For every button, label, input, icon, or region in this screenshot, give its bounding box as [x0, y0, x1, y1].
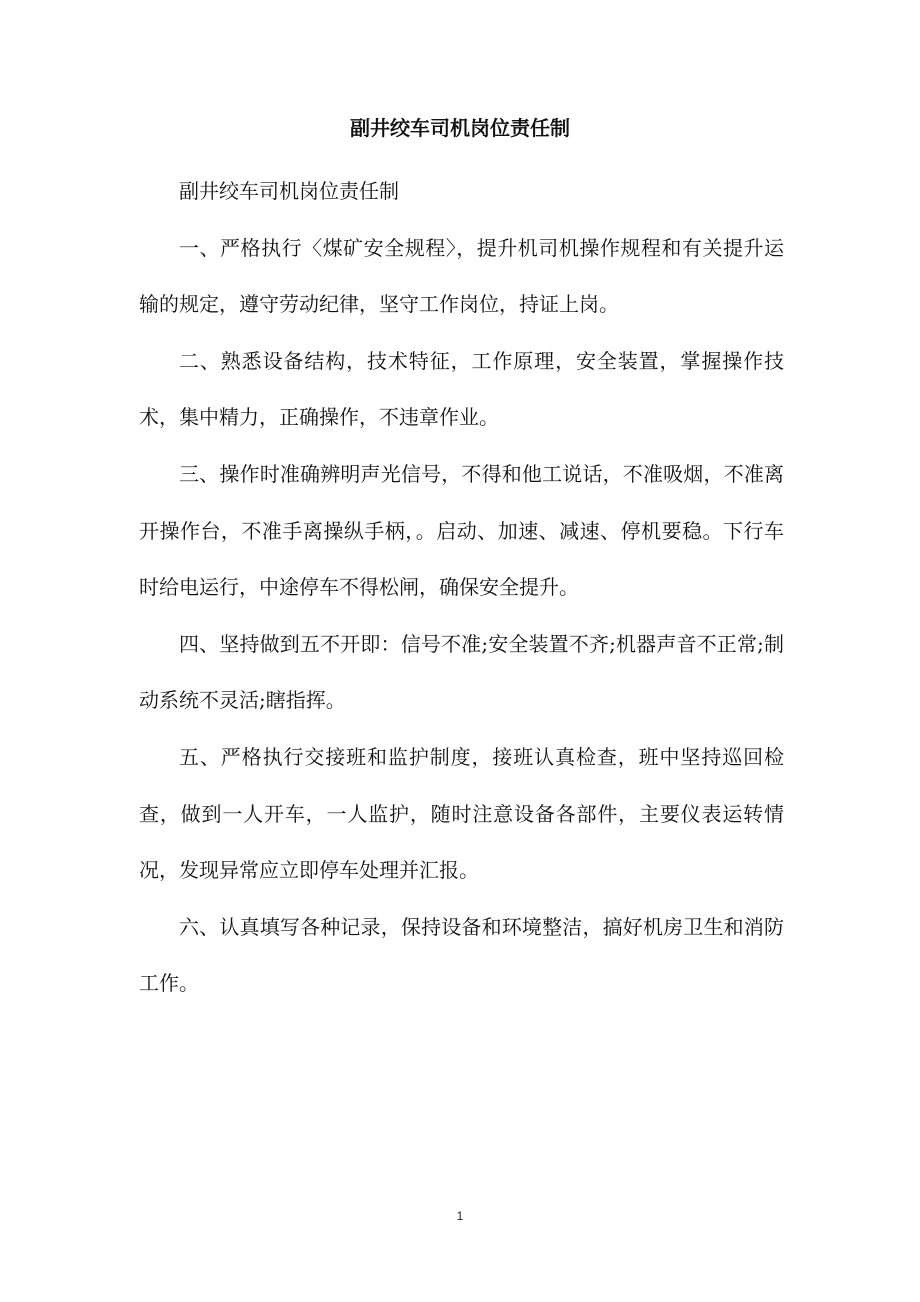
paragraph-6: 六、认真填写各种记录，保持设备和环境整洁，搞好机房卫生和消防工作。: [139, 914, 784, 996]
paragraph-5: 五、严格执行交接班和监护制度，接班认真检查，班中坚持巡回检查，做到一人开车，一人监护，随时注意设备各部件，主要仪表运转情况，发现异常应立即停车处理并汇报。: [139, 744, 784, 883]
paragraph-subtitle: 副井绞车司机岗位责任制: [179, 179, 399, 203]
document-title: 副井绞车司机岗位责任制: [350, 116, 570, 140]
page-number: 1: [456, 1209, 464, 1223]
paragraph-3: 三、操作时准确辨明声光信号，不得和他工说话，不准吸烟，不准离开操作台，不准手离操纵手柄，。启动、加速、减速、停机要稳。下行车时给电运行，中途停车不得松闸，确保安全提升。: [139, 461, 784, 600]
document-body: [139, 163, 784, 1012]
paragraph-4: 四、坚持做到五不开即：信号不准;安全装置不齐;机器声音不正常;制动系统不灵活;瞎指挥。: [139, 631, 784, 713]
paragraph-1: 一、严格执行〈煤矿安全规程〉，提升机司机操作规程和有关提升运输的规定，遵守劳动纪律，坚守工作岗位，持证上岗。: [139, 235, 784, 317]
paragraph-2: 二、熟悉设备结构，技术特征，工作原理，安全装置，掌握操作技术，集中精力，正确操作，不违章作业。: [139, 348, 784, 430]
